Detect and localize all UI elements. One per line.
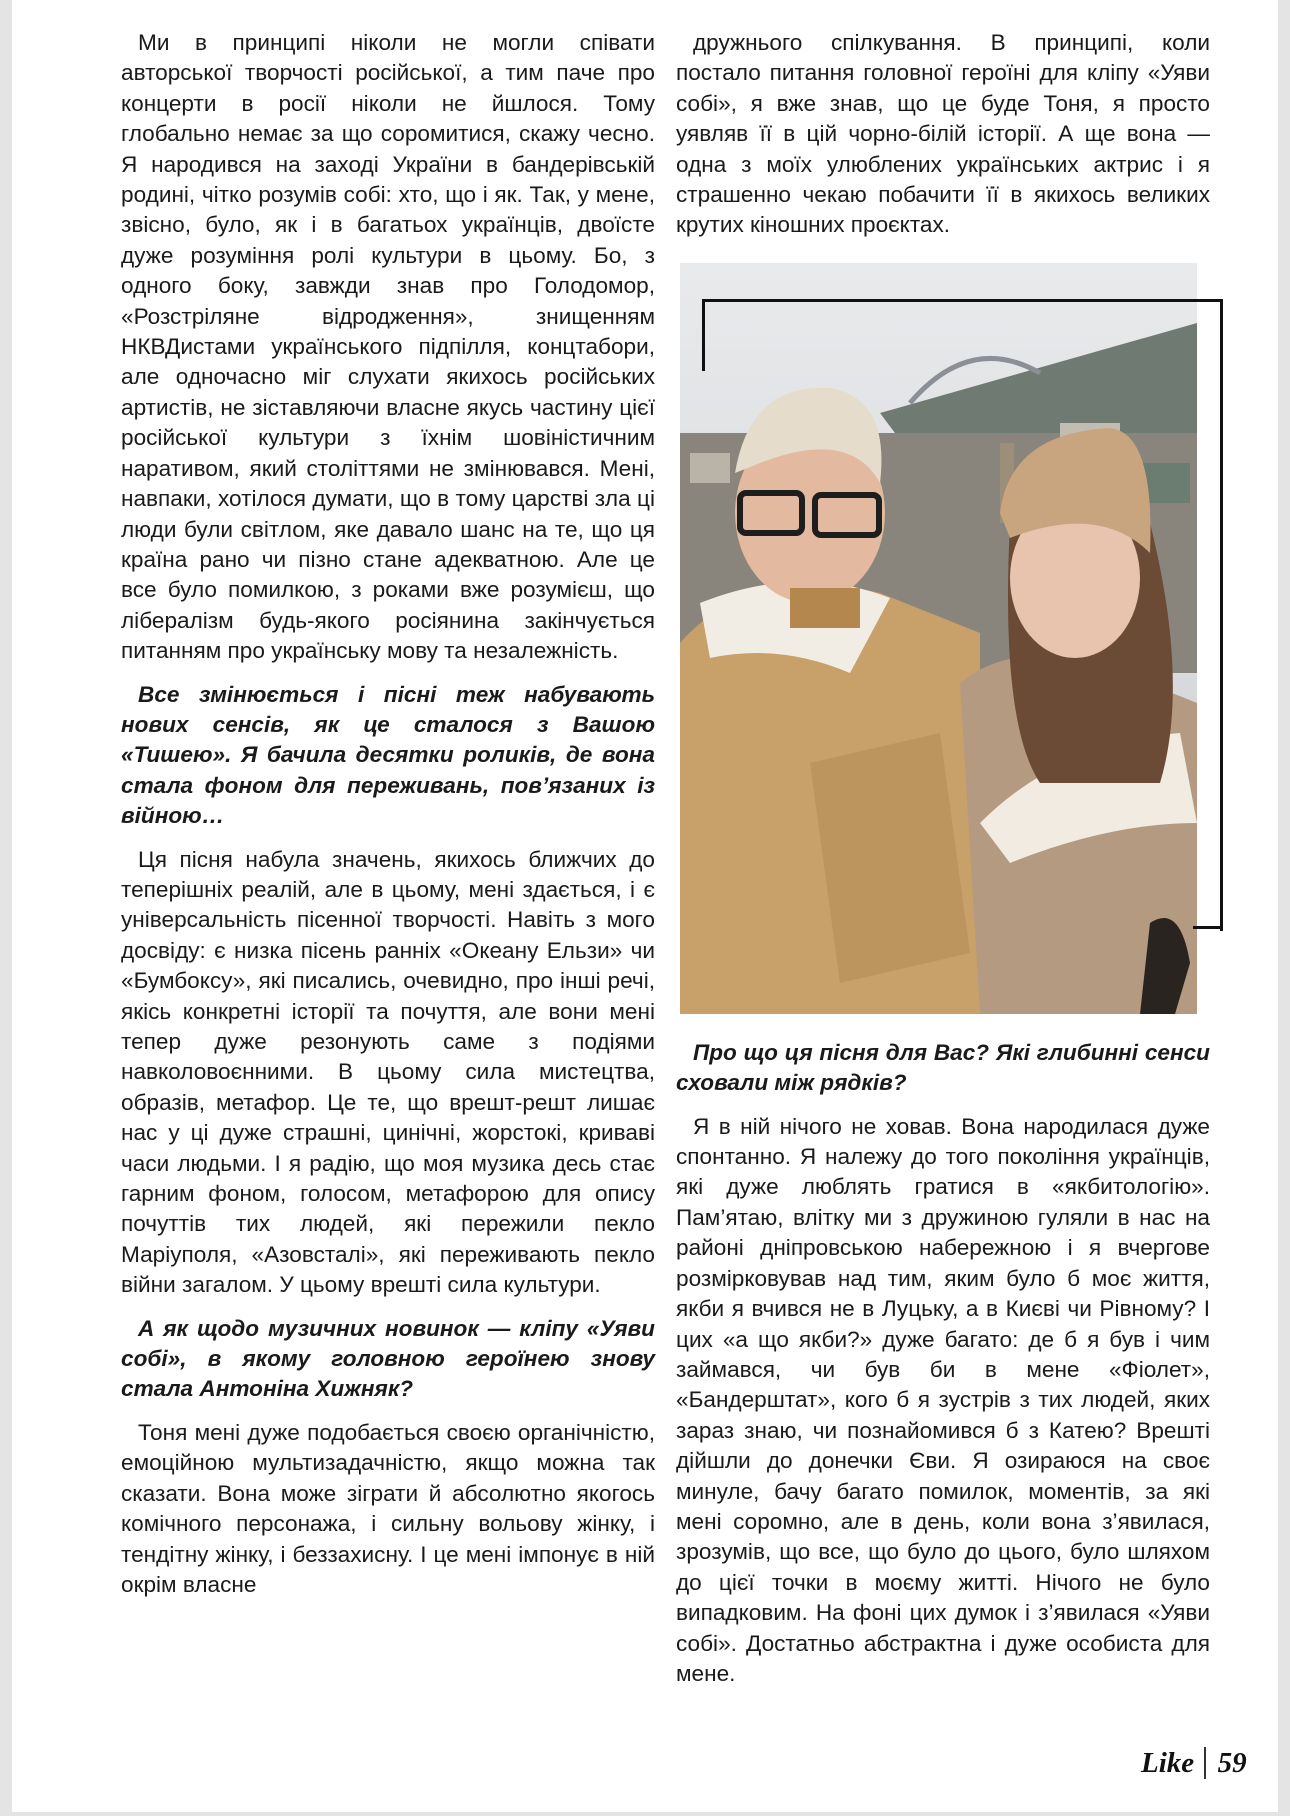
page-number: 59 [1217, 1747, 1247, 1779]
folio-divider [1204, 1747, 1206, 1779]
interview-question: Все змінюється і пісні теж набувають нових сенсів, як це сталося з Вашою «Тишею». Я бачила десятки роликів, де вона стала фоном для переживань, пов’язаних із війною… [121, 681, 655, 829]
right-column [676, 28, 1210, 1689]
magazine-page [12, 0, 1278, 1812]
photo-spacer [676, 241, 1210, 1038]
interview-question: А як щодо музичних новинок — кліпу «Уяви собі», в якому головною героїнею знову стала Антоніна Хижняк? [121, 1315, 655, 1402]
answer-paragraph: Ми в принципі ніколи не могли співати авторської творчості російської, а тим паче про концерти в росії ніколи не йшлося. Тому глобально немає за що соромитися, скажу чесно. Я народився на заході України в бандерівській родині, чітко розумів собі: хто, що і як. Так, у мене, звісно, було, як і в багатьох українців, двоїсте дуже розуміння ролі культури в цьому. Бо, з одного боку, завжди знав про Голодомор, «Розстріляне відродження», знищенням НКВДистами українського підпілля, концтабори, але одночасно міг слухати якихось російських артистів, не зіставляючи власне якусь частину цієї російської культури з їхнім шовіністичним наративом, який століттями не змінювався. Мені, навпаки, хотілося думати, що в тому царстві зла ці люди були світлом, яке давало шанс на те, що ця країна рано чи пізно стане адекватною. Але це все було помилкою, з роками вже розумієш, що лібералізм будь-якого росіянина закінчується питанням про українську мову та незалежність. [121, 30, 655, 664]
answer-paragraph: Я в ній нічого не ховав. Вона народилася дуже спонтанно. Я належу до того покоління українців, які дуже люблять гратися в «якбитологію». Пам’ятаю, влітку ми з дружиною гуляли в нас на районі дніпровською набережною і я вчергове розмірковував над тим, яким було б моє життя, якби я вчився не в Луцьку, а в Києві чи Рівному? І цих «а що якби?» дуже багато: де б я був і чим займався, чи був би в мене «Фіолет», «Бандерштат», кого б я зустрів з тих людей, яких зараз знаю, чи познайомився б з Катею? Врешті дійшли до донечки Єви. Я озираюся на своє минуле, бачу багато помилок, моментів, за які мені соромно, але в день, коли вона з’явилася, зрозумів, що все, що було до цього, було шляхом до цієї точки в моєму житті. Нічого не було випадковим. На фоні цих думок і з’явилася «Уяви собі». Достатньо абстрактна і дуже особиста для мене. [676, 1113, 1210, 1686]
answer-paragraph: дружнього спілкування. В принципі, коли постало питання головної героїні для кліпу «Уяви собі», я вже знав, що це буде Тоня, я просто уявляв її в цій чорно-білій історії. А ще вона — одна з моїх улюблених українських актрис і я страшенно чекаю побачити її в якихось великих крутих кіношних проєктах. [676, 30, 1210, 238]
page-folio [1141, 1746, 1247, 1780]
interview-question: Про що ця пісня для Вас? Які глибинні сенси сховали між рядків? [676, 1039, 1210, 1096]
answer-paragraph: Тоня мені дуже подобається своєю органічністю, емоційною мультизадачністю, якщо можна так сказати. Вона може зіграти й абсолютно якогось комічного персонажа, і сильну вольову жінку, і тендітну жінку, і беззахисну. І це мені імпонує в ній окрім власне [121, 1419, 655, 1597]
left-column [121, 28, 655, 1600]
answer-paragraph: Ця пісня набула значень, якихось ближчих до теперішніх реалій, але в цьому, мені здається, і є універсальність пісенної творчості. Навіть з мого досвіду: є низка пісень ранніх «Океану Ельзи» чи «Бумбоксу», які писались, очевидно, про інші речі, якісь конкретні історії та почуття, але вони мені тепер дуже резонують саме з подіями навколовоєнними. В цьому сила мистецтва, образів, метафор. Це те, що врешт-решт лишає нас у ці дуже страшні, цинічні, жорстокі, криваві часи людьми. І я радію, що моя музика десь стає гарним фоном, голосом, метафорою для опису почуттів тих людей, які пережили пекло Маріуполя, «Азовсталі», які переживають пекло війни загалом. У цьому врешті сила культури. [121, 846, 655, 1298]
magazine-logo: Like [1141, 1747, 1195, 1779]
